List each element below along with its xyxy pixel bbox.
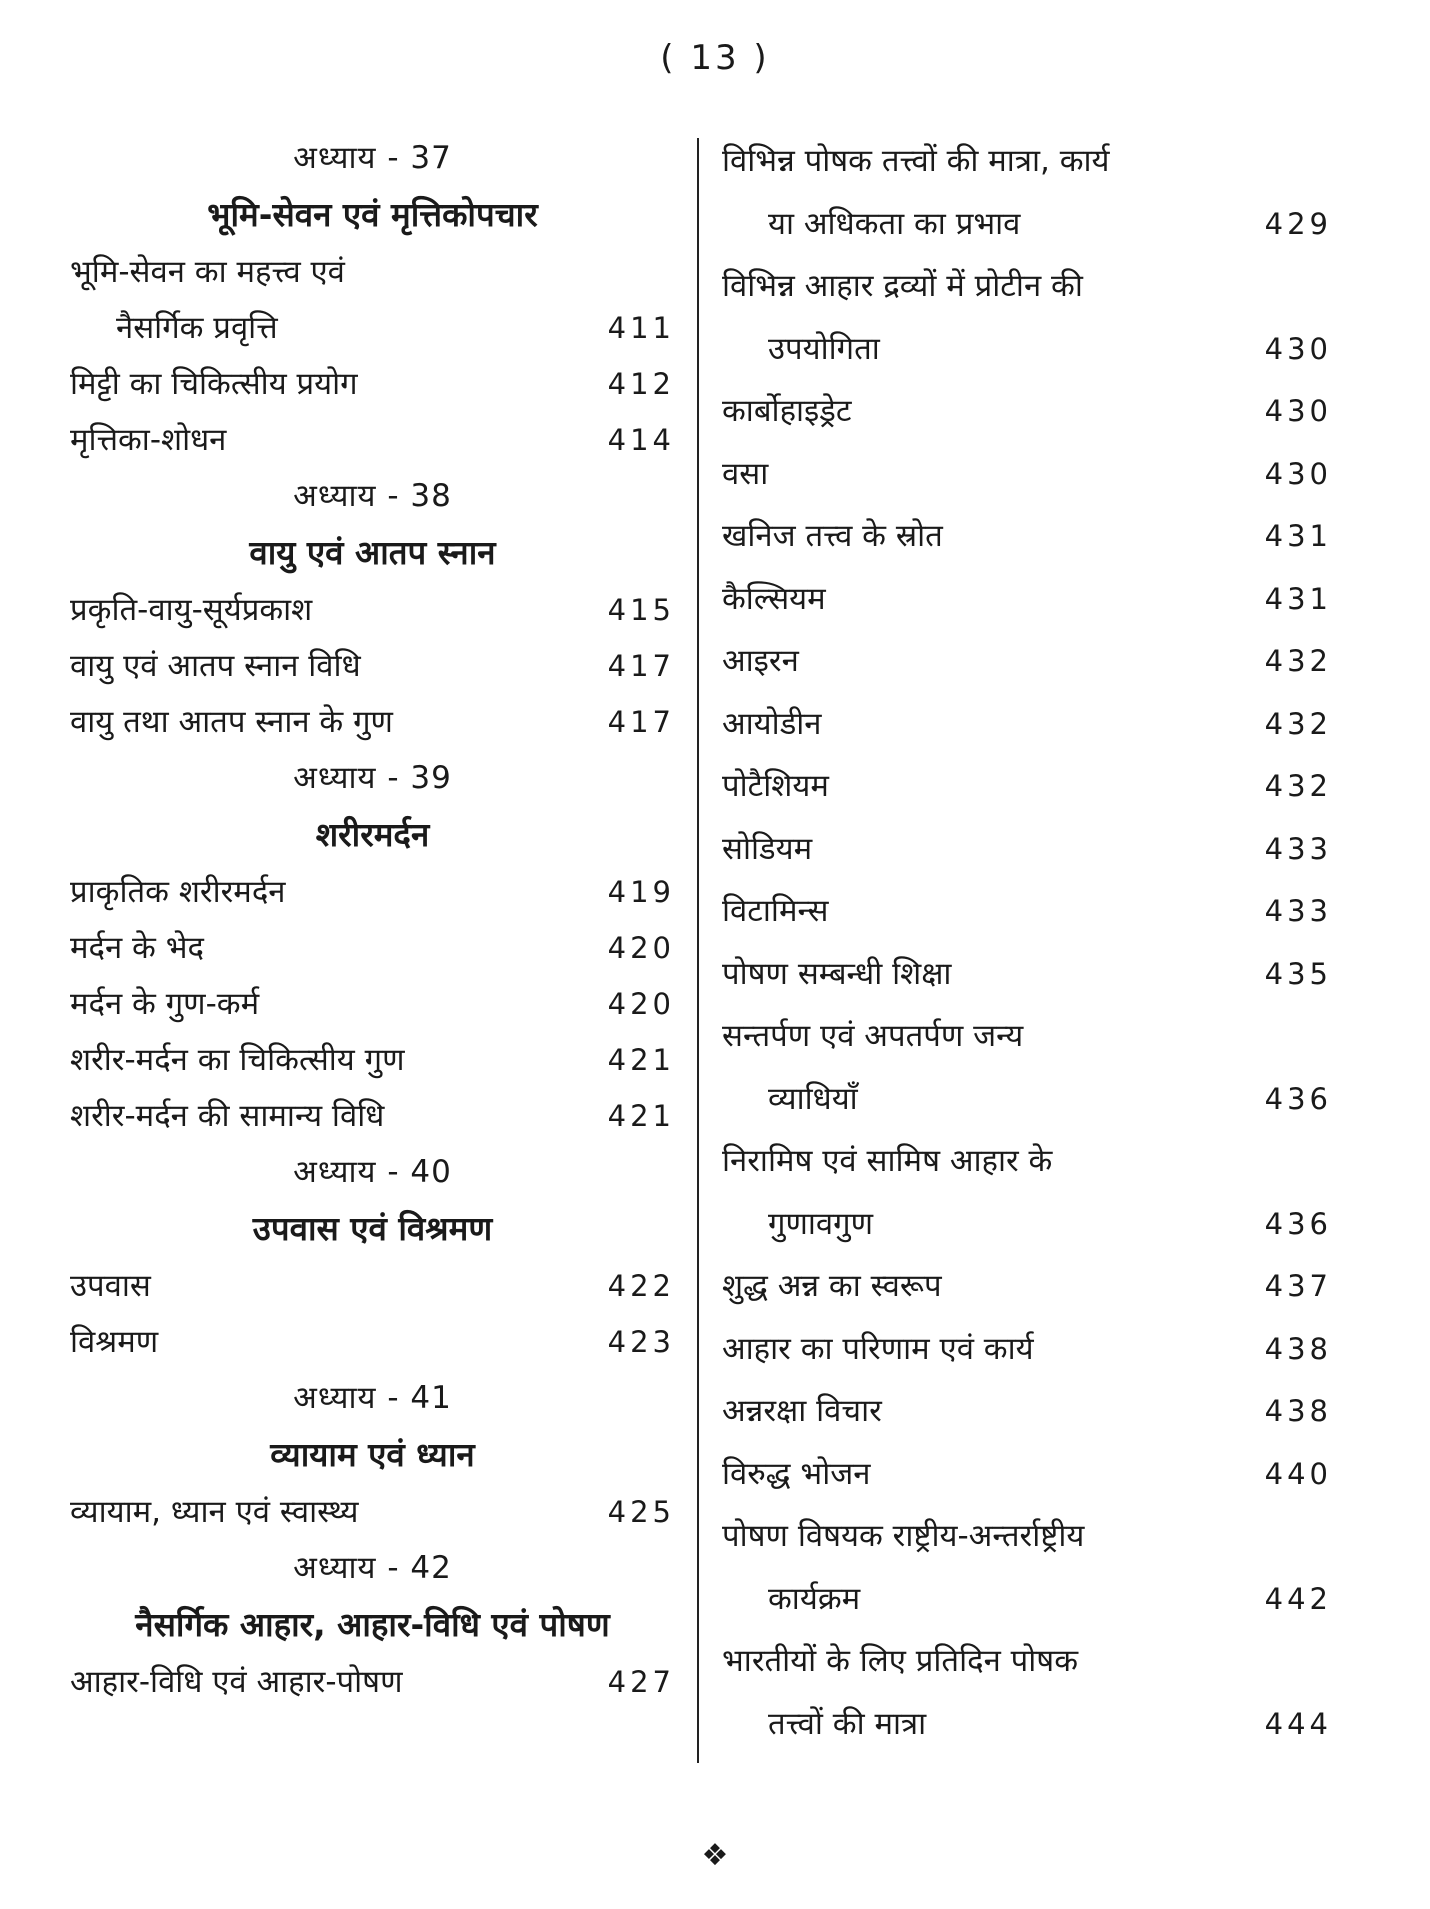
toc-entry xyxy=(70,638,675,694)
chapter-title: उपवास एवं विश्रमण xyxy=(252,1209,493,1248)
toc-entry xyxy=(722,380,1332,443)
toc-entry xyxy=(722,1255,1332,1318)
entry-title: वायु तथा आतप स्नान के गुण xyxy=(70,704,393,740)
entry-title: भारतीयों के लिए प्रतिदिन पोषक xyxy=(722,1643,1079,1679)
entry-page-number: 438 xyxy=(1264,1394,1332,1428)
entry-title: मिट्टी का चिकित्सीय प्रयोग xyxy=(70,366,358,402)
toc-entry xyxy=(722,1568,1332,1631)
toc-entry xyxy=(722,1193,1332,1256)
toc-entry xyxy=(70,412,675,468)
entry-title: विभिन्न आहार द्रव्यों में प्रोटीन की xyxy=(722,268,1083,304)
toc-entry xyxy=(722,1505,1332,1568)
entry-title: उपयोगिता xyxy=(768,330,880,367)
entry-title: व्यायाम, ध्यान एवं स्वास्थ्य xyxy=(70,1494,359,1530)
toc-entry xyxy=(722,1130,1332,1193)
entry-title: शुद्ध अन्न का स्वरूप xyxy=(722,1268,942,1304)
entry-title: आहार-विधि एवं आहार-पोषण xyxy=(70,1664,403,1700)
chapter-title: भूमि-सेवन एवं मृत्तिकोपचार xyxy=(207,195,538,234)
entry-page-number: 423 xyxy=(607,1325,675,1359)
entry-page-number: 430 xyxy=(1264,394,1332,428)
column-divider xyxy=(697,138,699,1763)
entry-page-number: 432 xyxy=(1264,644,1332,678)
entry-page-number: 431 xyxy=(1264,519,1332,553)
entry-page-number: 432 xyxy=(1264,769,1332,803)
entry-title: नैसर्गिक प्रवृत्ति xyxy=(116,310,278,346)
ornament-icon: ❖ xyxy=(701,1838,729,1873)
entry-page-number: 417 xyxy=(607,705,675,739)
entry-page-number: 431 xyxy=(1264,581,1332,616)
chapter-label: अध्याय - 39 xyxy=(293,760,452,796)
toc-entry xyxy=(722,1005,1332,1068)
entry-title: मर्दन के भेद xyxy=(70,930,204,966)
entry-title: निरामिष एवं सामिष आहार के xyxy=(722,1143,1053,1179)
toc-entry xyxy=(722,130,1332,193)
entry-title: शरीर-मर्दन का चिकित्सीय गुण xyxy=(70,1042,405,1078)
toc-entry xyxy=(70,1258,675,1314)
entry-page-number: 417 xyxy=(607,649,675,683)
toc-entry xyxy=(70,1032,675,1088)
toc-entry xyxy=(70,864,675,920)
toc-entry xyxy=(722,193,1332,256)
toc-entry xyxy=(70,1654,675,1710)
toc-entry xyxy=(722,505,1332,568)
entry-page-number: 415 xyxy=(607,593,675,627)
toc-entry xyxy=(722,880,1332,943)
toc-entry xyxy=(70,244,675,300)
entry-page-number: 437 xyxy=(1264,1269,1332,1303)
toc-entry xyxy=(722,1630,1332,1693)
entry-page-number: 421 xyxy=(607,1099,675,1133)
toc-entry xyxy=(70,1314,675,1370)
entry-title: व्याधियाँ xyxy=(768,1080,858,1117)
toc-entry xyxy=(70,1484,675,1540)
page-number: ( 13 ) xyxy=(660,38,770,78)
entry-page-number: 430 xyxy=(1264,456,1332,491)
toc-entry xyxy=(722,255,1332,318)
entry-page-number: 411 xyxy=(607,311,675,345)
toc-entry xyxy=(722,318,1332,381)
entry-page-number: 425 xyxy=(607,1495,675,1529)
entry-title: विश्रमण xyxy=(70,1324,159,1360)
entry-page-number: 436 xyxy=(1264,1081,1332,1116)
toc-entry xyxy=(70,976,675,1032)
entry-title: मर्दन के गुण-कर्म xyxy=(70,986,260,1022)
entry-title: विभिन्न पोषक तत्त्वों की मात्रा, कार्य xyxy=(722,143,1110,179)
toc-entry xyxy=(722,443,1332,506)
entry-title: शरीर-मर्दन की सामान्य विधि xyxy=(70,1098,385,1134)
chapter-label: अध्याय - 41 xyxy=(293,1380,452,1416)
entry-page-number: 433 xyxy=(1264,831,1332,866)
entry-page-number: 422 xyxy=(607,1269,675,1303)
entry-page-number: 438 xyxy=(1264,1331,1332,1366)
entry-title: आइरन xyxy=(722,643,799,679)
entry-page-number: 442 xyxy=(1264,1581,1332,1616)
entry-title: प्राकृतिक शरीरमर्दन xyxy=(70,874,286,910)
toc-entry xyxy=(70,1088,675,1144)
entry-title: कार्बोहाइड्रेट xyxy=(722,393,852,429)
entry-title: भूमि-सेवन का महत्त्व एवं xyxy=(70,254,345,290)
toc-right-column xyxy=(722,130,1332,1755)
toc-entry xyxy=(722,1693,1332,1756)
toc-entry xyxy=(722,1443,1332,1506)
entry-title: विटामिन्स xyxy=(722,893,829,929)
entry-title: आहार का परिणाम एवं कार्य xyxy=(722,1330,1034,1367)
toc-entry xyxy=(722,943,1332,1006)
toc-entry xyxy=(722,630,1332,693)
chapter-label: अध्याय - 42 xyxy=(293,1550,452,1586)
chapter-title: शरीरमर्दन xyxy=(315,815,430,854)
entry-page-number: 420 xyxy=(607,931,675,965)
entry-title: सन्तर्पण एवं अपतर्पण जन्य xyxy=(722,1018,1024,1054)
entry-title: सोडियम xyxy=(722,830,813,867)
entry-title: प्रकृति-वायु-सूर्यप्रकाश xyxy=(70,592,313,628)
entry-title: खनिज तत्त्व के स्रोत xyxy=(722,518,943,554)
entry-page-number: 427 xyxy=(607,1665,675,1699)
entry-page-number: 433 xyxy=(1264,894,1332,928)
chapter-label: अध्याय - 38 xyxy=(293,478,452,514)
toc-entry xyxy=(70,920,675,976)
toc-entry xyxy=(722,693,1332,756)
entry-title: गुणावगुण xyxy=(768,1205,873,1242)
entry-page-number: 430 xyxy=(1264,331,1332,366)
entry-page-number: 412 xyxy=(607,367,675,401)
entry-title: पोटैशियम xyxy=(722,768,829,804)
toc-entry xyxy=(722,1318,1332,1381)
entry-title: या अधिकता का प्रभाव xyxy=(768,205,1021,242)
entry-title: आयोडीन xyxy=(722,705,822,742)
chapter-title: व्यायाम एवं ध्यान xyxy=(270,1435,475,1474)
entry-title: पोषण विषयक राष्ट्रीय-अन्तर्राष्ट्रीय xyxy=(722,1518,1085,1554)
chapter-label: अध्याय - 40 xyxy=(293,1154,452,1190)
toc-entry xyxy=(70,694,675,750)
entry-page-number: 414 xyxy=(607,423,675,457)
entry-title: तत्त्वों की मात्रा xyxy=(768,1705,927,1742)
entry-page-number: 444 xyxy=(1264,1706,1332,1741)
entry-title: अन्नरक्षा विचार xyxy=(722,1393,882,1429)
entry-title: वायु एवं आतप स्नान विधि xyxy=(70,648,361,684)
entry-title: पोषण सम्बन्धी शिक्षा xyxy=(722,955,952,992)
toc-entry xyxy=(722,1068,1332,1131)
toc-entry xyxy=(722,1380,1332,1443)
entry-title: मृत्तिका-शोधन xyxy=(70,422,227,458)
chapter-title: वायु एवं आतप स्नान xyxy=(249,533,496,572)
toc-entry xyxy=(722,818,1332,881)
entry-page-number: 429 xyxy=(1264,206,1332,241)
entry-page-number: 420 xyxy=(607,987,675,1021)
entry-title: विरुद्ध भोजन xyxy=(722,1455,871,1492)
toc-entry xyxy=(70,356,675,412)
entry-page-number: 419 xyxy=(607,875,675,909)
toc-entry xyxy=(722,755,1332,818)
entry-page-number: 435 xyxy=(1264,956,1332,991)
toc-entry xyxy=(70,300,675,356)
chapter-label: अध्याय - 37 xyxy=(293,140,452,176)
entry-page-number: 436 xyxy=(1264,1206,1332,1241)
entry-title: वसा xyxy=(722,455,769,492)
entry-title: उपवास xyxy=(70,1268,151,1304)
entry-page-number: 432 xyxy=(1264,706,1332,741)
toc-left-column xyxy=(70,130,675,1710)
entry-page-number: 421 xyxy=(607,1043,675,1077)
chapter-title: नैसर्गिक आहार, आहार-विधि एवं पोषण xyxy=(135,1605,610,1644)
entry-title: कार्यक्रम xyxy=(768,1580,861,1617)
toc-entry xyxy=(722,568,1332,631)
entry-title: कैल्सियम xyxy=(722,580,826,617)
toc-entry xyxy=(70,582,675,638)
entry-page-number: 440 xyxy=(1264,1456,1332,1491)
